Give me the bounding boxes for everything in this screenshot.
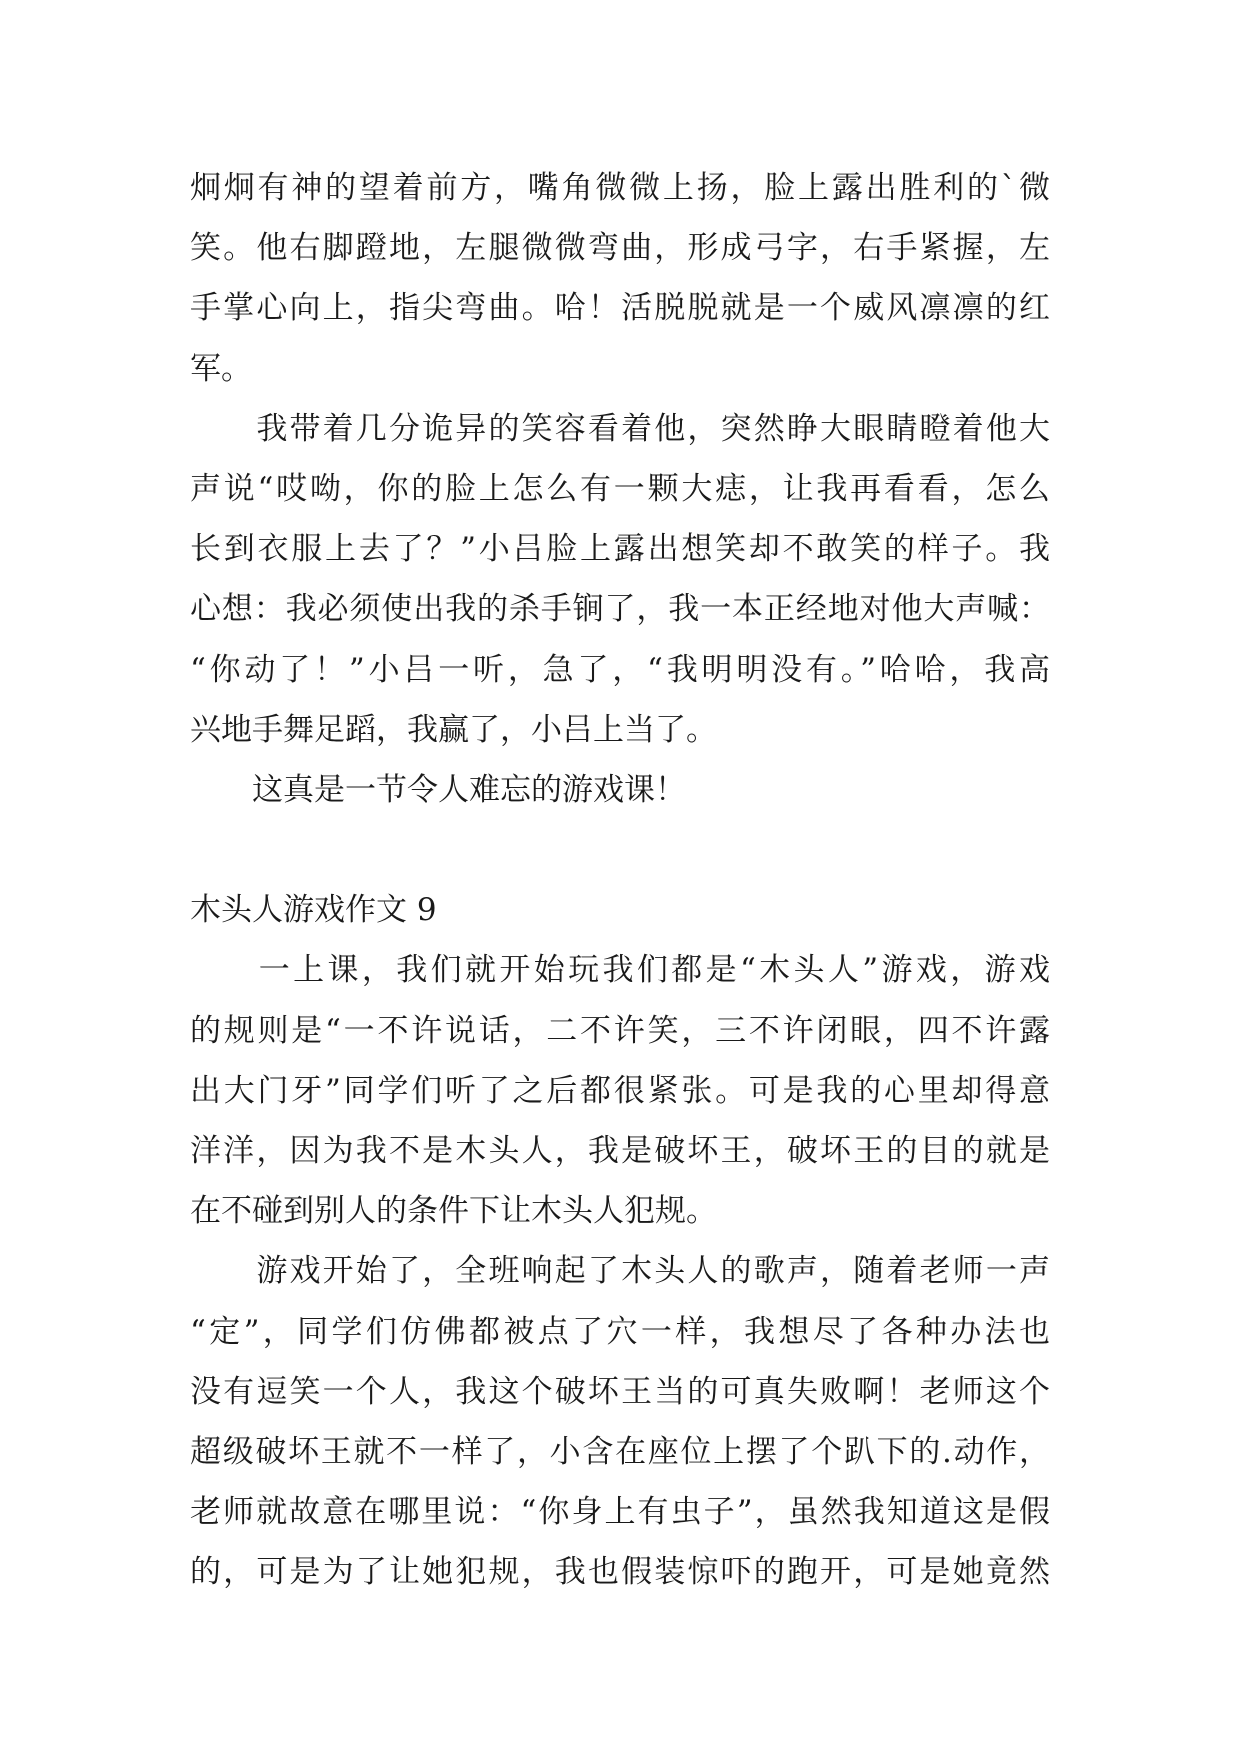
paragraph-line: 游戏开始了，全班响起了木头人的歌声，随着老师一声 (190, 1253, 1050, 1290)
paragraph-line: 笑。他右脚蹬地，左腿微微弯曲，形成弓字，右手紧握，左 (190, 230, 1050, 267)
paragraph-line: 兴地手舞足蹈，我赢了，小吕上当了。 (190, 711, 717, 748)
paragraph-line: “定”，同学们仿佛都被点了穴一样，我想尽了各种办法也 (190, 1313, 1050, 1350)
paragraph-line: “你动了！”小吕一听，急了，“我明明没有。”哈哈，我高 (190, 651, 1050, 688)
paragraph-line: 长到衣服上去了？”小吕脸上露出想笑却不敢笑的样子。我 (190, 531, 1050, 568)
document-body (190, 158, 1050, 1603)
paragraph-line: 声说“哎呦，你的脸上怎么有一颗大痣，让我再看看，怎么 (190, 470, 1050, 507)
paragraph-line: 手掌心向上，指尖弯曲。哈！活脱脱就是一个威风凛凛的红 (190, 290, 1050, 327)
paragraph-line: 这真是一节令人难忘的游戏课！ (190, 771, 686, 808)
section-heading: 木头人游戏作文 9 (190, 892, 437, 929)
paragraph-line: 老师就故意在哪里说：“你身上有虫子”，虽然我知道这是假 (190, 1494, 1050, 1531)
paragraph-line: 的规则是“一不许说话，二不许笑，三不许闭眼，四不许露 (190, 1012, 1050, 1049)
section-gap (190, 820, 1050, 880)
paragraph-line: 军。 (190, 350, 252, 387)
paragraph-line: 洋洋，因为我不是木头人，我是破坏王，破坏王的目的就是 (190, 1133, 1050, 1169)
paragraph-line: 在不碰到别人的条件下让木头人犯规。 (190, 1193, 717, 1230)
paragraph-line: 出大门牙”同学们听了之后都很紧张。可是我的心里却得意 (190, 1072, 1050, 1109)
paragraph-line: 我带着几分诡异的笑容看着他，突然睁大眼睛瞪着他大 (190, 410, 1050, 447)
paragraph-line: 的，可是为了让她犯规，我也假装惊吓的跑开，可是她竟然 (190, 1554, 1050, 1591)
paragraph-line: 没有逗笑一个人，我这个破坏王当的可真失败啊！老师这个 (190, 1373, 1050, 1410)
paragraph-line: 炯炯有神的望着前方，嘴角微微上扬，脸上露出胜利的`微 (190, 170, 1050, 206)
paragraph-line: 一上课，我们就开始玩我们都是“木头人”游戏，游戏 (190, 952, 1050, 989)
paragraph-line: 心想：我必须使出我的杀手锏了，我一本正经地对他大声喊： (190, 591, 1050, 628)
paragraph-line: 超级破坏王就不一样了，小含在座位上摆了个趴下的.动作， (190, 1433, 1050, 1470)
